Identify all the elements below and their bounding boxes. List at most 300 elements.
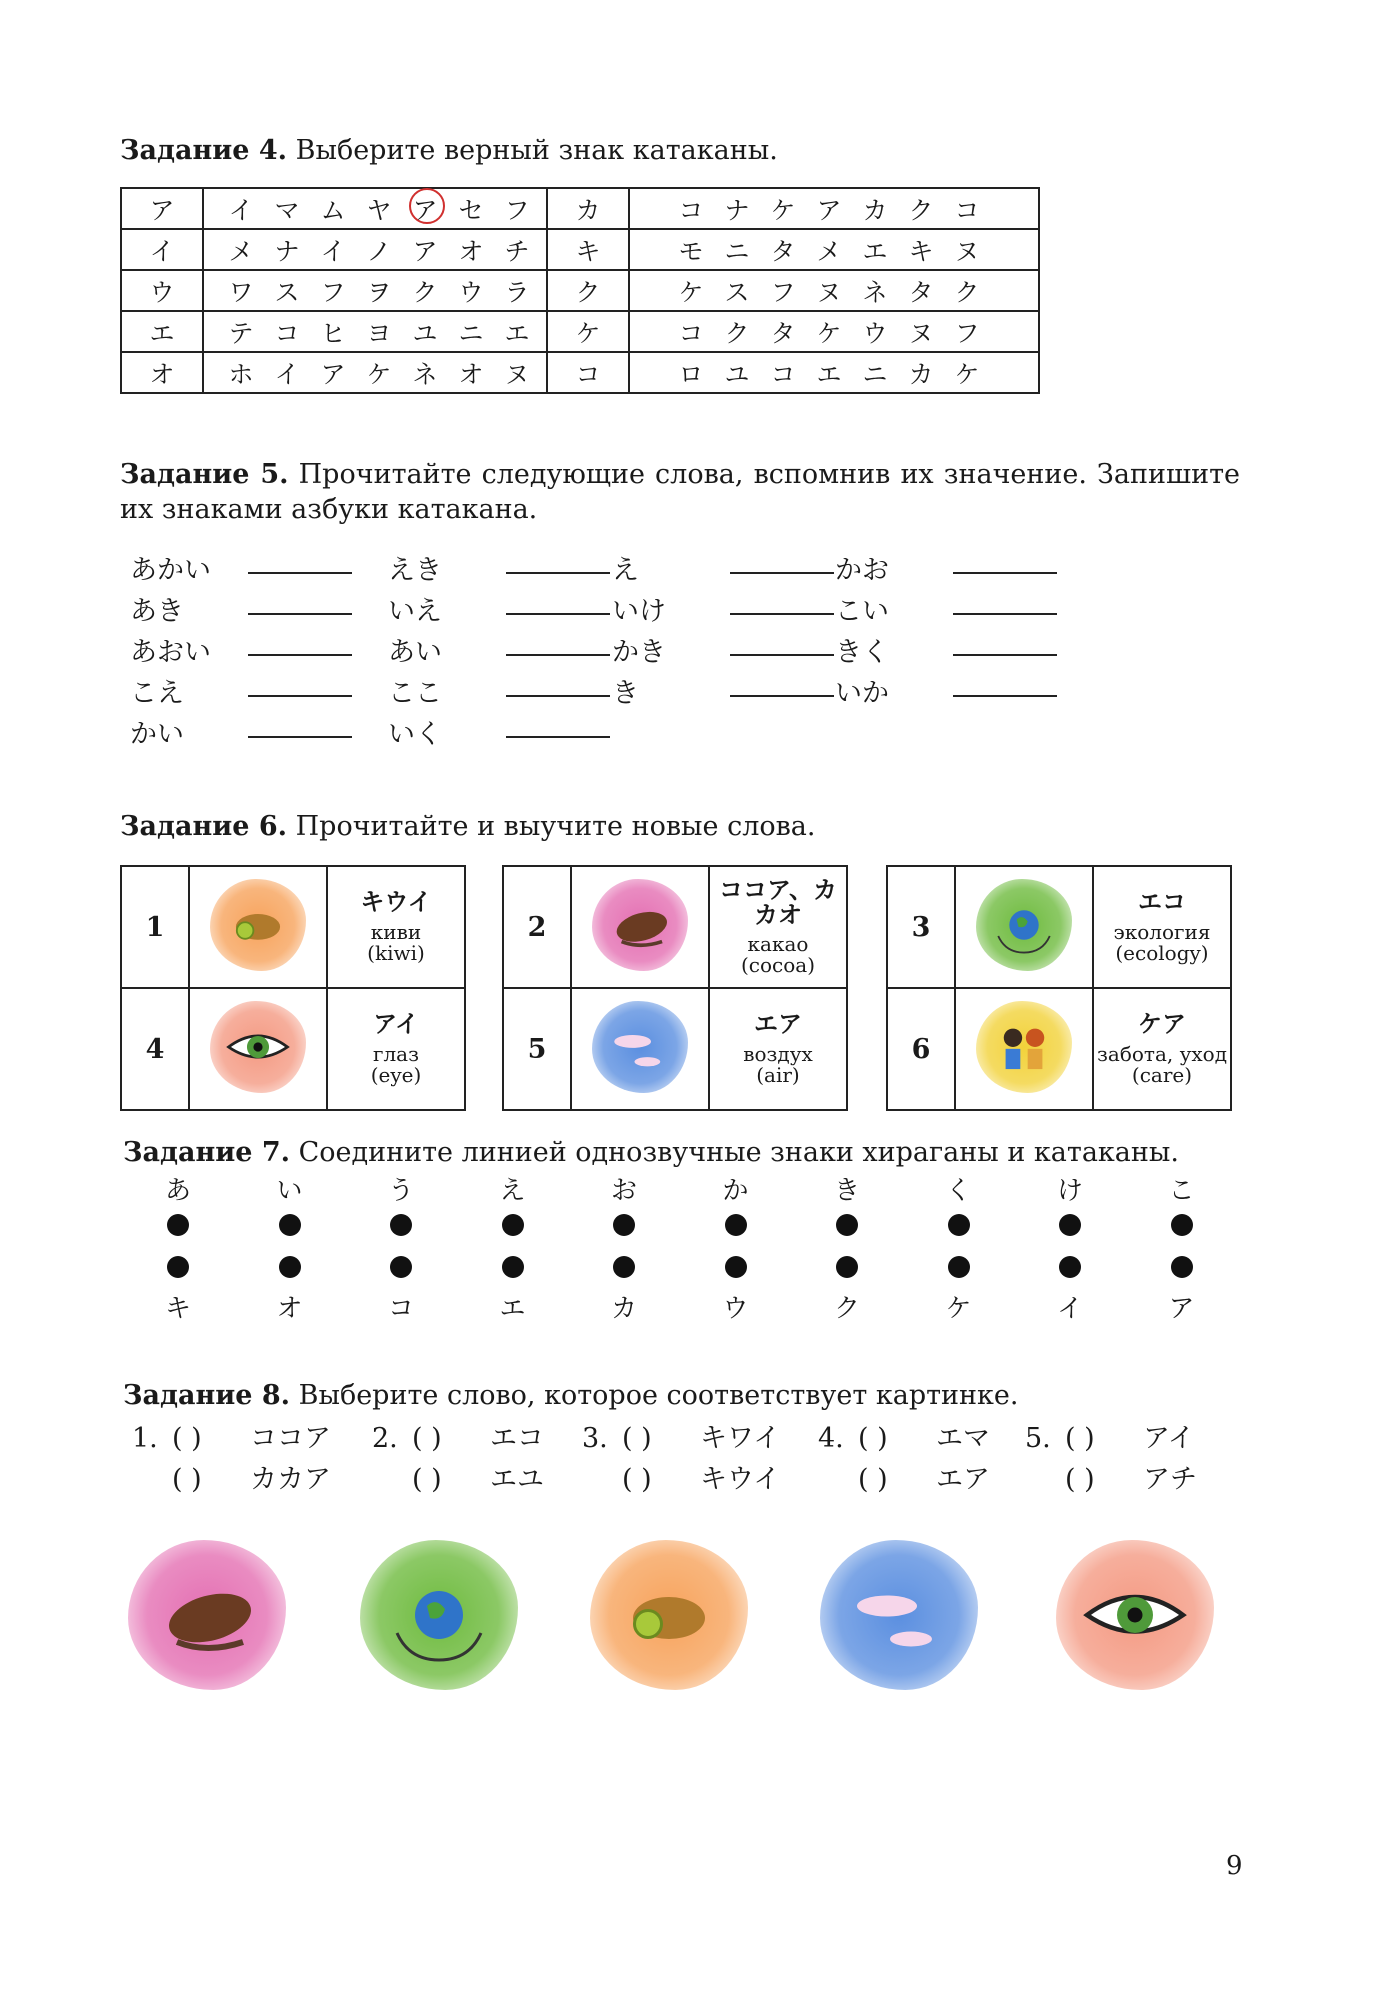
match-column (594, 1170, 654, 1324)
hiragana-word: あかい (130, 555, 211, 586)
card-picture (955, 988, 1093, 1110)
kana-option[interactable]: マ (274, 195, 300, 225)
word-item (835, 671, 1057, 710)
hiragana-word: え (612, 555, 639, 586)
answer-line[interactable] (953, 548, 1057, 574)
match-column (929, 1170, 989, 1324)
item-number: 3. (582, 1423, 608, 1454)
choice-line (818, 1416, 990, 1455)
match-column (1152, 1170, 1212, 1324)
kana-option[interactable]: ケ (816, 318, 842, 348)
kana-option[interactable]: ラ (504, 277, 530, 307)
table-row (121, 188, 1039, 229)
kana-option[interactable]: イ (228, 195, 254, 225)
answer-line[interactable] (248, 712, 352, 738)
kana-option[interactable]: ロ (678, 359, 704, 389)
kana-option[interactable]: カ (908, 359, 934, 389)
hiragana-word: あい (388, 637, 442, 668)
hiragana-char: こ (1168, 1176, 1195, 1206)
choice-word: キワイ (700, 1423, 781, 1454)
kana-option[interactable]: タ (908, 277, 934, 307)
word-item (612, 630, 834, 669)
word-item (130, 548, 352, 587)
kiwi-icon (590, 1540, 748, 1690)
task8-title (123, 1380, 1018, 1411)
match-column (706, 1170, 766, 1324)
kana-option[interactable]: ナ (724, 195, 750, 225)
match-dot[interactable] (1171, 1214, 1193, 1236)
table-row (121, 270, 1039, 311)
choice-line (1025, 1416, 1195, 1455)
choice-word: カカア (250, 1464, 331, 1495)
word-item (388, 671, 610, 710)
target-kana: キ (547, 229, 629, 270)
hiragana-char: い (276, 1176, 303, 1206)
kana-option[interactable]: ク (908, 195, 934, 225)
vocab-card (121, 866, 465, 988)
answer-checkbox[interactable]: ( ) (858, 1423, 888, 1454)
task7-title (123, 1137, 1179, 1168)
answer-line[interactable] (953, 630, 1057, 656)
kana-option[interactable]: メ (228, 236, 254, 266)
task5-title (120, 457, 1240, 527)
task7-label: Задание 7. (123, 1137, 291, 1168)
choice-word: ココア (250, 1423, 331, 1454)
kana-option[interactable]: ク (724, 318, 750, 348)
choice-word: キウイ (700, 1464, 781, 1495)
hiragana-char: あ (164, 1176, 191, 1206)
kana-option[interactable]: フ (320, 277, 346, 307)
card-text (709, 866, 847, 988)
match-dot[interactable] (613, 1256, 635, 1278)
answer-line[interactable] (506, 712, 610, 738)
katakana-word: ケア (1138, 1010, 1186, 1039)
word-item (612, 548, 834, 587)
eye-icon (210, 1001, 306, 1093)
kana-option[interactable]: エ (816, 359, 842, 389)
match-dot[interactable] (1059, 1214, 1081, 1236)
kana-option[interactable]: ケ (678, 277, 704, 307)
answer-line[interactable] (506, 630, 610, 656)
match-dot[interactable] (836, 1214, 858, 1236)
kana-option[interactable]: セ (458, 195, 484, 225)
kana-option[interactable]: オ (458, 359, 484, 389)
match-column (371, 1170, 431, 1324)
card-text (709, 988, 847, 1110)
katakana-word: エア (754, 1010, 802, 1039)
match-dot[interactable] (948, 1256, 970, 1278)
air-icon (592, 1001, 688, 1093)
katakana-char: イ (1056, 1294, 1083, 1324)
kana-option[interactable]: コ (954, 195, 980, 225)
word-item (835, 589, 1057, 628)
choice-line (818, 1457, 990, 1496)
answer-checkbox[interactable]: ( ) (622, 1464, 652, 1495)
answer-line[interactable] (248, 589, 352, 615)
kana-option[interactable]: ユ (412, 318, 438, 348)
choice-word: エア (936, 1464, 990, 1495)
choice-line (372, 1416, 544, 1455)
kana-option[interactable]: ヲ (366, 277, 392, 307)
task5-label: Задание 5. (120, 459, 289, 490)
kana-option[interactable]: エ (504, 318, 530, 348)
kana-option[interactable]: カ (862, 195, 888, 225)
task8-text: Выберите слово, которое соответствует картинке. (298, 1380, 1019, 1411)
kana-option[interactable]: コ (274, 318, 300, 348)
answer-line[interactable] (730, 630, 834, 656)
card-picture (189, 866, 327, 988)
kana-option[interactable]: フ (770, 277, 796, 307)
hiragana-char: う (387, 1176, 414, 1206)
word-item (130, 712, 352, 751)
word-item (835, 548, 1057, 587)
ecology-icon (360, 1540, 518, 1690)
match-dot[interactable] (948, 1214, 970, 1236)
kana-option[interactable]: ニ (458, 318, 484, 348)
russian-translation: воздух (743, 1041, 813, 1066)
task8-label: Задание 8. (123, 1380, 291, 1411)
picture-item (590, 1540, 748, 1694)
katakana-char: ケ (945, 1294, 972, 1324)
choice-word: エマ (936, 1423, 990, 1454)
match-column (148, 1170, 208, 1324)
table-row (121, 311, 1039, 352)
russian-translation: какао (747, 932, 809, 957)
item-number: 5. (1025, 1423, 1051, 1454)
target-kana: ウ (121, 270, 203, 311)
task5-text: Прочитайте следующие слова, вспомнив их значение. Запишите их знаками азбуки катакана. (120, 459, 1240, 526)
card-number: 6 (887, 988, 955, 1110)
hiragana-char: け (1056, 1176, 1083, 1206)
target-kana: イ (121, 229, 203, 270)
hiragana-word: いく (388, 719, 442, 750)
kana-option[interactable]: ス (274, 277, 300, 307)
task7-text: Соедините линией однозвучные знаки хираганы и катаканы. (298, 1137, 1179, 1168)
vocab-table (886, 865, 1232, 1111)
kana-option[interactable]: ケ (770, 195, 796, 225)
match-dot[interactable] (502, 1256, 524, 1278)
vocab-card (503, 988, 847, 1110)
english-translation: (eye) (370, 1062, 422, 1087)
hiragana-word: かい (130, 719, 184, 750)
hiragana-word: きく (835, 637, 889, 668)
picture-item (128, 1540, 286, 1694)
kana-option[interactable]: ヌ (816, 277, 842, 307)
match-dot[interactable] (613, 1214, 635, 1236)
kana-option[interactable]: ヒ (320, 318, 346, 348)
kana-option[interactable]: メ (816, 236, 842, 266)
kana-options (203, 188, 547, 229)
match-dot[interactable] (725, 1214, 747, 1236)
kana-option[interactable]: ア (402, 191, 448, 227)
item-number: 1. (132, 1423, 158, 1454)
target-kana: コ (547, 352, 629, 393)
kana-options (629, 270, 1039, 311)
kana-option[interactable]: テ (228, 318, 254, 348)
kana-option[interactable]: ヤ (366, 195, 392, 225)
katakana-char: オ (276, 1294, 303, 1324)
kana-option[interactable]: ヌ (954, 236, 980, 266)
word-item (130, 671, 352, 710)
answer-line[interactable] (506, 671, 610, 697)
choice-line (132, 1457, 331, 1496)
kana-option[interactable]: コ (678, 318, 704, 348)
kana-option[interactable]: ケ (366, 359, 392, 389)
kana-options (203, 229, 547, 270)
hiragana-word: いけ (612, 596, 666, 627)
care-icon (976, 1001, 1072, 1093)
answer-line[interactable] (953, 671, 1057, 697)
katakana-word: エコ (1138, 888, 1186, 917)
card-number: 4 (121, 988, 189, 1110)
card-number: 3 (887, 866, 955, 988)
kana-option[interactable]: タ (770, 318, 796, 348)
answer-checkbox[interactable]: ( ) (412, 1423, 442, 1454)
hiragana-word: いえ (388, 596, 442, 627)
kana-option[interactable]: ア (816, 195, 842, 225)
answer-checkbox[interactable]: ( ) (1065, 1464, 1095, 1495)
card-number: 1 (121, 866, 189, 988)
answer-line[interactable] (248, 671, 352, 697)
answer-checkbox[interactable]: ( ) (622, 1423, 652, 1454)
hiragana-char: く (945, 1176, 972, 1206)
kana-option[interactable]: イ (274, 359, 300, 389)
hiragana-word: えき (388, 555, 442, 586)
target-kana: ク (547, 270, 629, 311)
vocab-card (887, 988, 1231, 1110)
answer-line[interactable] (953, 589, 1057, 615)
katakana-char: コ (387, 1294, 414, 1324)
hiragana-word: かお (835, 555, 889, 586)
match-column (817, 1170, 877, 1324)
kana-option[interactable]: ニ (724, 236, 750, 266)
kana-options (629, 229, 1039, 270)
kana-option[interactable]: チ (504, 236, 530, 266)
card-text (1093, 988, 1231, 1110)
task6-label: Задание 6. (120, 811, 288, 842)
kana-option[interactable]: ネ (412, 359, 438, 389)
hiragana-char: か (722, 1176, 749, 1206)
english-translation: (care) (1131, 1062, 1193, 1087)
match-dot[interactable] (279, 1256, 301, 1278)
hiragana-word: こい (835, 596, 889, 627)
match-dot[interactable] (725, 1256, 747, 1278)
card-picture (955, 866, 1093, 988)
english-translation: (kiwi) (367, 940, 425, 965)
match-column (1040, 1170, 1100, 1324)
kana-options (629, 188, 1039, 229)
hiragana-char: お (610, 1176, 637, 1206)
match-dot[interactable] (167, 1214, 189, 1236)
kana-option[interactable]: ワ (228, 277, 254, 307)
task4-label: Задание 4. (120, 135, 288, 166)
word-item (835, 630, 1057, 669)
answer-line[interactable] (506, 548, 610, 574)
card-text (327, 988, 465, 1110)
word-item (388, 548, 610, 587)
hiragana-word: あき (130, 596, 184, 627)
russian-translation: киви (370, 919, 422, 944)
katakana-char: ア (1168, 1294, 1195, 1324)
table-row (121, 229, 1039, 270)
vocab-card (887, 866, 1231, 988)
hiragana-char: え (499, 1176, 526, 1206)
task4-text: Выберите верный знак катаканы. (295, 135, 778, 166)
answer-line[interactable] (506, 589, 610, 615)
english-translation: (air) (756, 1062, 800, 1087)
kana-option[interactable]: ナ (274, 236, 300, 266)
katakana-char: ウ (722, 1294, 749, 1324)
target-kana: オ (121, 352, 203, 393)
choice-word: エユ (490, 1464, 544, 1495)
table-row (121, 352, 1039, 393)
word-item (612, 671, 834, 710)
match-dot[interactable] (279, 1214, 301, 1236)
kana-option[interactable]: ヨ (366, 318, 392, 348)
katakana-char: カ (610, 1294, 637, 1324)
ecology-icon (976, 879, 1072, 971)
kana-option[interactable]: コ (678, 195, 704, 225)
hiragana-word: こえ (130, 678, 184, 709)
hiragana-word: ここ (388, 678, 442, 709)
choice-word: エコ (490, 1423, 544, 1454)
katakana-choice-table (120, 187, 1040, 394)
kana-option[interactable]: ク (412, 277, 438, 307)
task6-text: Прочитайте и выучите новые слова. (295, 811, 816, 842)
card-text (327, 866, 465, 988)
word-item (130, 630, 352, 669)
hiragana-word: いか (835, 678, 889, 709)
kana-option[interactable]: オ (458, 236, 484, 266)
vocab-card (503, 866, 847, 988)
katakana-word: アイ (373, 1010, 419, 1039)
vocab-table (502, 865, 848, 1111)
kana-option[interactable]: キ (908, 236, 934, 266)
kana-option[interactable]: ム (320, 195, 346, 225)
kana-options (203, 311, 547, 352)
katakana-word: ココア、カカオ (718, 875, 838, 929)
card-picture (571, 866, 709, 988)
hiragana-word: かき (612, 637, 666, 668)
kana-options (629, 352, 1039, 393)
eye-icon (1056, 1540, 1214, 1690)
kana-option[interactable]: ケ (954, 359, 980, 389)
katakana-word: キウイ (360, 888, 432, 917)
match-dot[interactable] (390, 1256, 412, 1278)
hiragana-word: あおい (130, 637, 211, 668)
air-icon (820, 1540, 978, 1690)
answer-line[interactable] (730, 671, 834, 697)
kana-option[interactable]: ホ (228, 359, 254, 389)
choice-word: アチ (1143, 1464, 1197, 1495)
kana-option[interactable]: フ (954, 318, 980, 348)
answer-checkbox[interactable]: ( ) (858, 1464, 888, 1495)
word-item (612, 589, 834, 628)
answer-line[interactable] (248, 630, 352, 656)
word-item (388, 630, 610, 669)
answer-line[interactable] (730, 589, 834, 615)
match-dot[interactable] (502, 1214, 524, 1236)
page-number: 9 (1226, 1851, 1243, 1881)
match-dot[interactable] (836, 1256, 858, 1278)
answer-checkbox[interactable]: ( ) (1065, 1423, 1095, 1454)
item-number: 4. (818, 1423, 844, 1454)
answer-checkbox[interactable]: ( ) (172, 1464, 202, 1495)
kana-option[interactable]: エ (862, 236, 888, 266)
item-number: 2. (372, 1423, 398, 1454)
match-column (260, 1170, 320, 1324)
hiragana-word: き (612, 678, 639, 709)
hiragana-char: き (833, 1176, 860, 1206)
choice-line (372, 1457, 544, 1496)
kana-option[interactable]: ウ (458, 277, 484, 307)
target-kana: エ (121, 311, 203, 352)
kana-option[interactable]: ア (320, 359, 346, 389)
word-item (388, 712, 610, 751)
vocab-table (120, 865, 466, 1111)
card-number: 5 (503, 988, 571, 1110)
kana-option[interactable]: モ (678, 236, 704, 266)
kana-option[interactable]: ノ (366, 236, 392, 266)
kana-option[interactable]: コ (770, 359, 796, 389)
target-kana: ケ (547, 311, 629, 352)
match-dot[interactable] (390, 1214, 412, 1236)
kana-option[interactable]: ア (412, 236, 438, 266)
choice-line (582, 1457, 780, 1496)
kana-option[interactable]: ネ (862, 277, 888, 307)
kana-option[interactable]: ク (954, 277, 980, 307)
russian-translation: глаз (372, 1041, 419, 1066)
answer-checkbox[interactable]: ( ) (172, 1423, 202, 1454)
card-number: 2 (503, 866, 571, 988)
kana-option[interactable]: ヌ (504, 359, 530, 389)
picture-item (1056, 1540, 1214, 1694)
cocoa-icon (592, 879, 688, 971)
match-dot[interactable] (1059, 1256, 1081, 1278)
kana-option[interactable]: ウ (862, 318, 888, 348)
match-column (483, 1170, 543, 1324)
kana-option[interactable]: ニ (862, 359, 888, 389)
picture-item (820, 1540, 978, 1694)
target-kana: ア (121, 188, 203, 229)
cocoa-icon (128, 1540, 286, 1690)
english-translation: (ecology) (1115, 940, 1209, 965)
match-dot[interactable] (167, 1256, 189, 1278)
answer-line[interactable] (248, 548, 352, 574)
kana-option[interactable]: フ (504, 195, 530, 225)
russian-translation: забота, уход (1096, 1041, 1228, 1066)
katakana-char: エ (499, 1294, 526, 1324)
kana-option[interactable]: ヌ (908, 318, 934, 348)
kana-options (203, 352, 547, 393)
task6-title (120, 811, 815, 842)
kana-option[interactable]: ユ (724, 359, 750, 389)
answer-line[interactable] (730, 548, 834, 574)
answer-checkbox[interactable]: ( ) (412, 1464, 442, 1495)
kiwi-icon (210, 879, 306, 971)
kana-option[interactable]: ス (724, 277, 750, 307)
card-text (1093, 866, 1231, 988)
choice-line (132, 1416, 331, 1455)
katakana-char: ク (833, 1294, 860, 1324)
kana-options (629, 311, 1039, 352)
kana-option[interactable]: タ (770, 236, 796, 266)
match-dot[interactable] (1171, 1256, 1193, 1278)
english-translation: (cocoa) (740, 953, 815, 978)
kana-options (203, 270, 547, 311)
katakana-char: キ (164, 1294, 191, 1324)
kana-option[interactable]: イ (320, 236, 346, 266)
